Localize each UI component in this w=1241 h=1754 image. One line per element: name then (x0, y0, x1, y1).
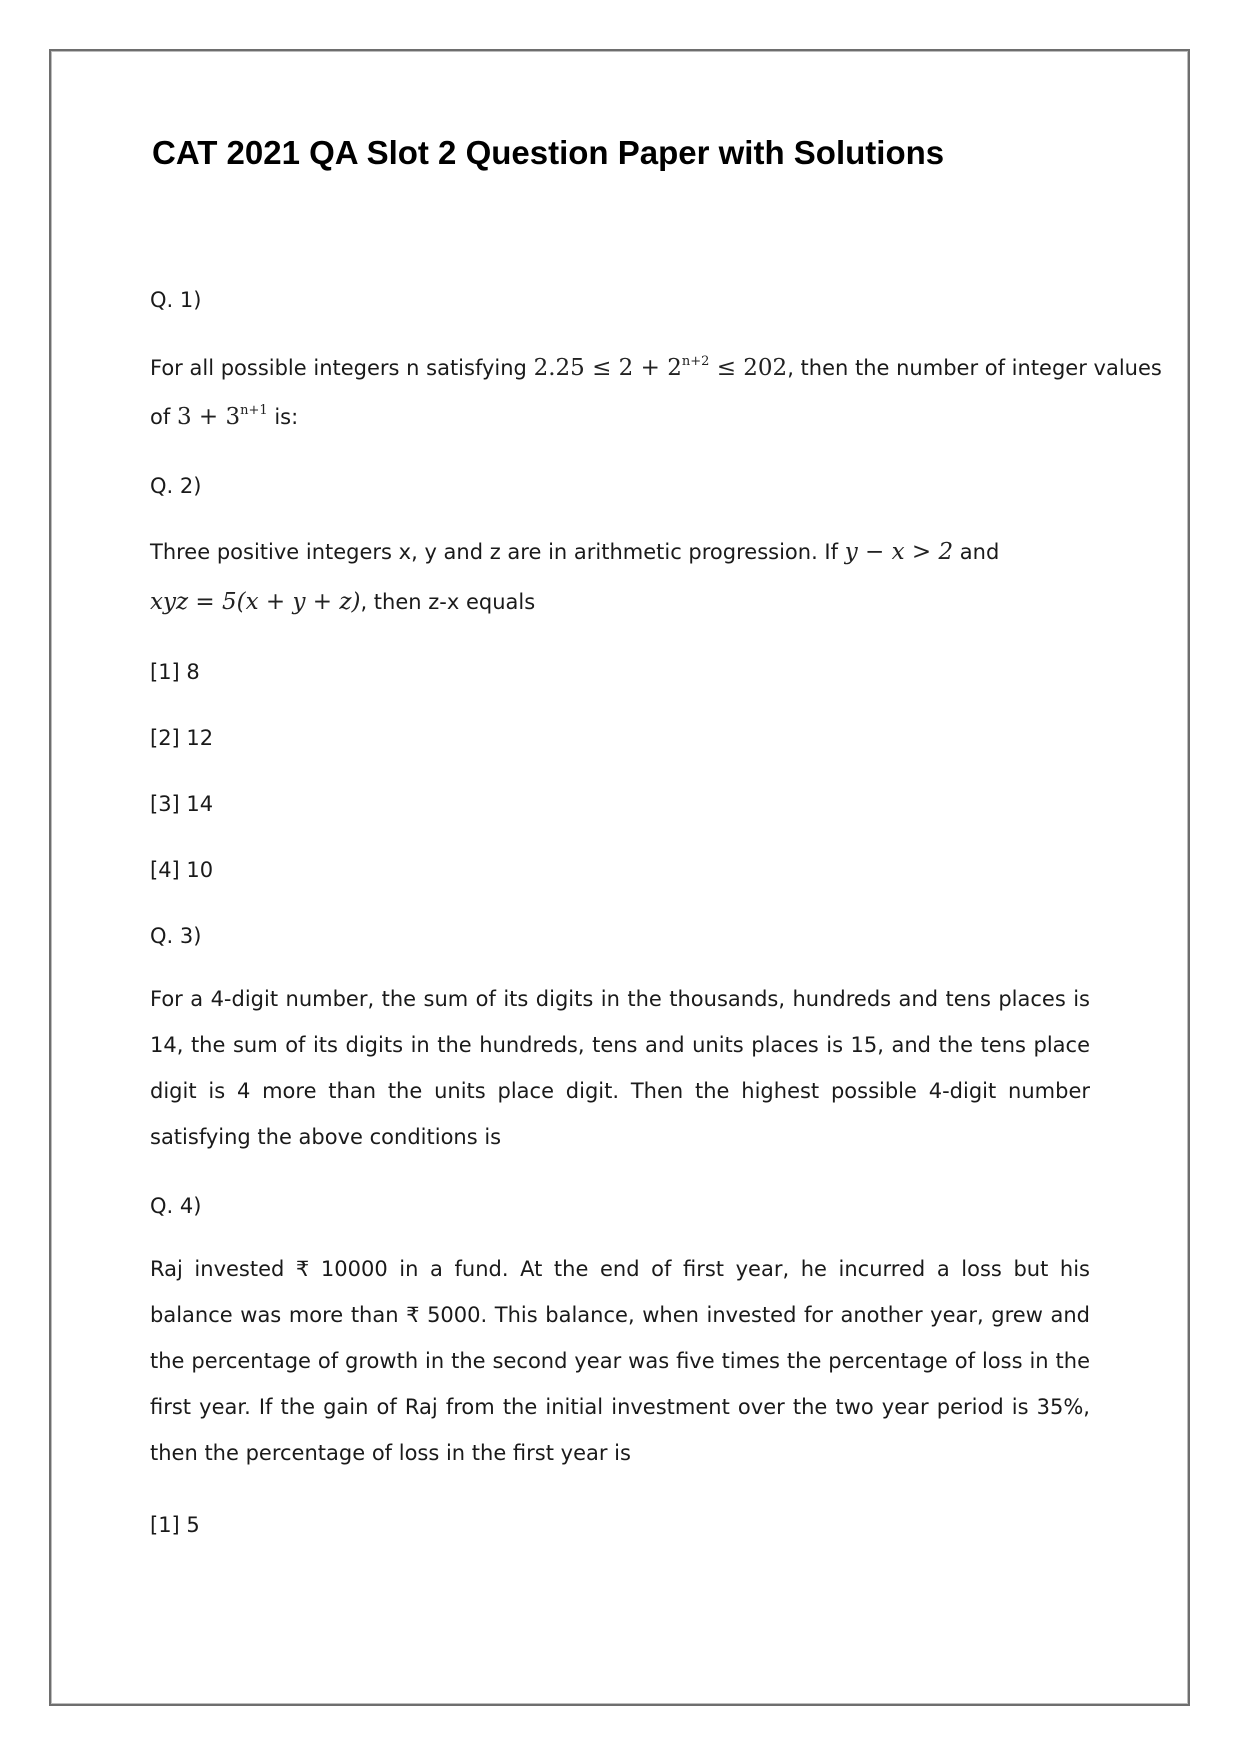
question-3-label: Q. 3) (150, 924, 202, 948)
question-2-label: Q. 2) (150, 474, 202, 498)
question-1-text-before: For all possible integers n satisfying (150, 356, 527, 380)
question-4-text: Raj invested ₹ 10000 in a fund. At the end of first year, he incurred a loss but his balance was more than ₹ 5000. This balance, when invested for another year, grew and the percentage of growth in the second year was five times the percentage of loss in the first year. If the gain of Raj from the initial investment over the two year period is 35%, then the percentage of loss in the first year is (150, 1257, 1090, 1465)
question-2-condition (845, 539, 953, 565)
question-2-option-2: [2] 12 (150, 726, 214, 750)
question-1-line-2-before: of (150, 405, 171, 429)
question-1-text-after: , then the number of integer values (787, 356, 1162, 380)
question-1-math-exponent: n+2 (681, 354, 710, 369)
question-1-expression-exponent: n+1 (240, 403, 268, 418)
question-1-line-2 (150, 404, 298, 430)
question-4-label: Q. 4) (150, 1194, 202, 1218)
question-2-text-before: Three positive integers x, y and z are in arithmetic progression. If (150, 540, 839, 564)
question-1-inequality (534, 355, 788, 381)
question-2-equation (150, 589, 360, 615)
question-1-math-main: 2.25 ≤ 2 + 2 (533, 355, 682, 381)
question-2-option-3: [3] 14 (150, 792, 214, 816)
question-2-text-mid: and (959, 540, 1000, 564)
question-1-expression (177, 404, 268, 430)
question-2-line-2 (150, 589, 535, 615)
question-1-line-2-after: is: (274, 405, 299, 429)
question-3-text: For a 4-digit number, the sum of its digits in the thousands, hundreds and tens places is 14, the sum of its digits in the hundreds, tens and units places is 15, and the tens place digit is 4 more than the units place digit. Then the highest possible 4-digit number satisfying the above conditions is (150, 987, 1090, 1149)
question-4-option-1: [1] 5 (150, 1513, 200, 1537)
question-2-option-1: [1] 8 (150, 660, 200, 684)
question-2-text-after: , then z-x equals (360, 590, 536, 614)
question-1-line-1 (150, 355, 1162, 381)
question-2-option-4: [4] 10 (150, 858, 214, 882)
page-title: CAT 2021 QA Slot 2 Question Paper with Solutions (152, 134, 945, 171)
question-1-label: Q. 1) (150, 288, 202, 312)
question-2-equation-text: xyz = 5(x + y + z) (150, 589, 361, 615)
question-1-expression-main: 3 + 3 (176, 404, 241, 430)
question-2-line-1 (150, 539, 999, 565)
question-1-math-tail: ≤ 202 (709, 355, 788, 381)
question-2-condition-text: y − x > 2 (844, 539, 954, 565)
